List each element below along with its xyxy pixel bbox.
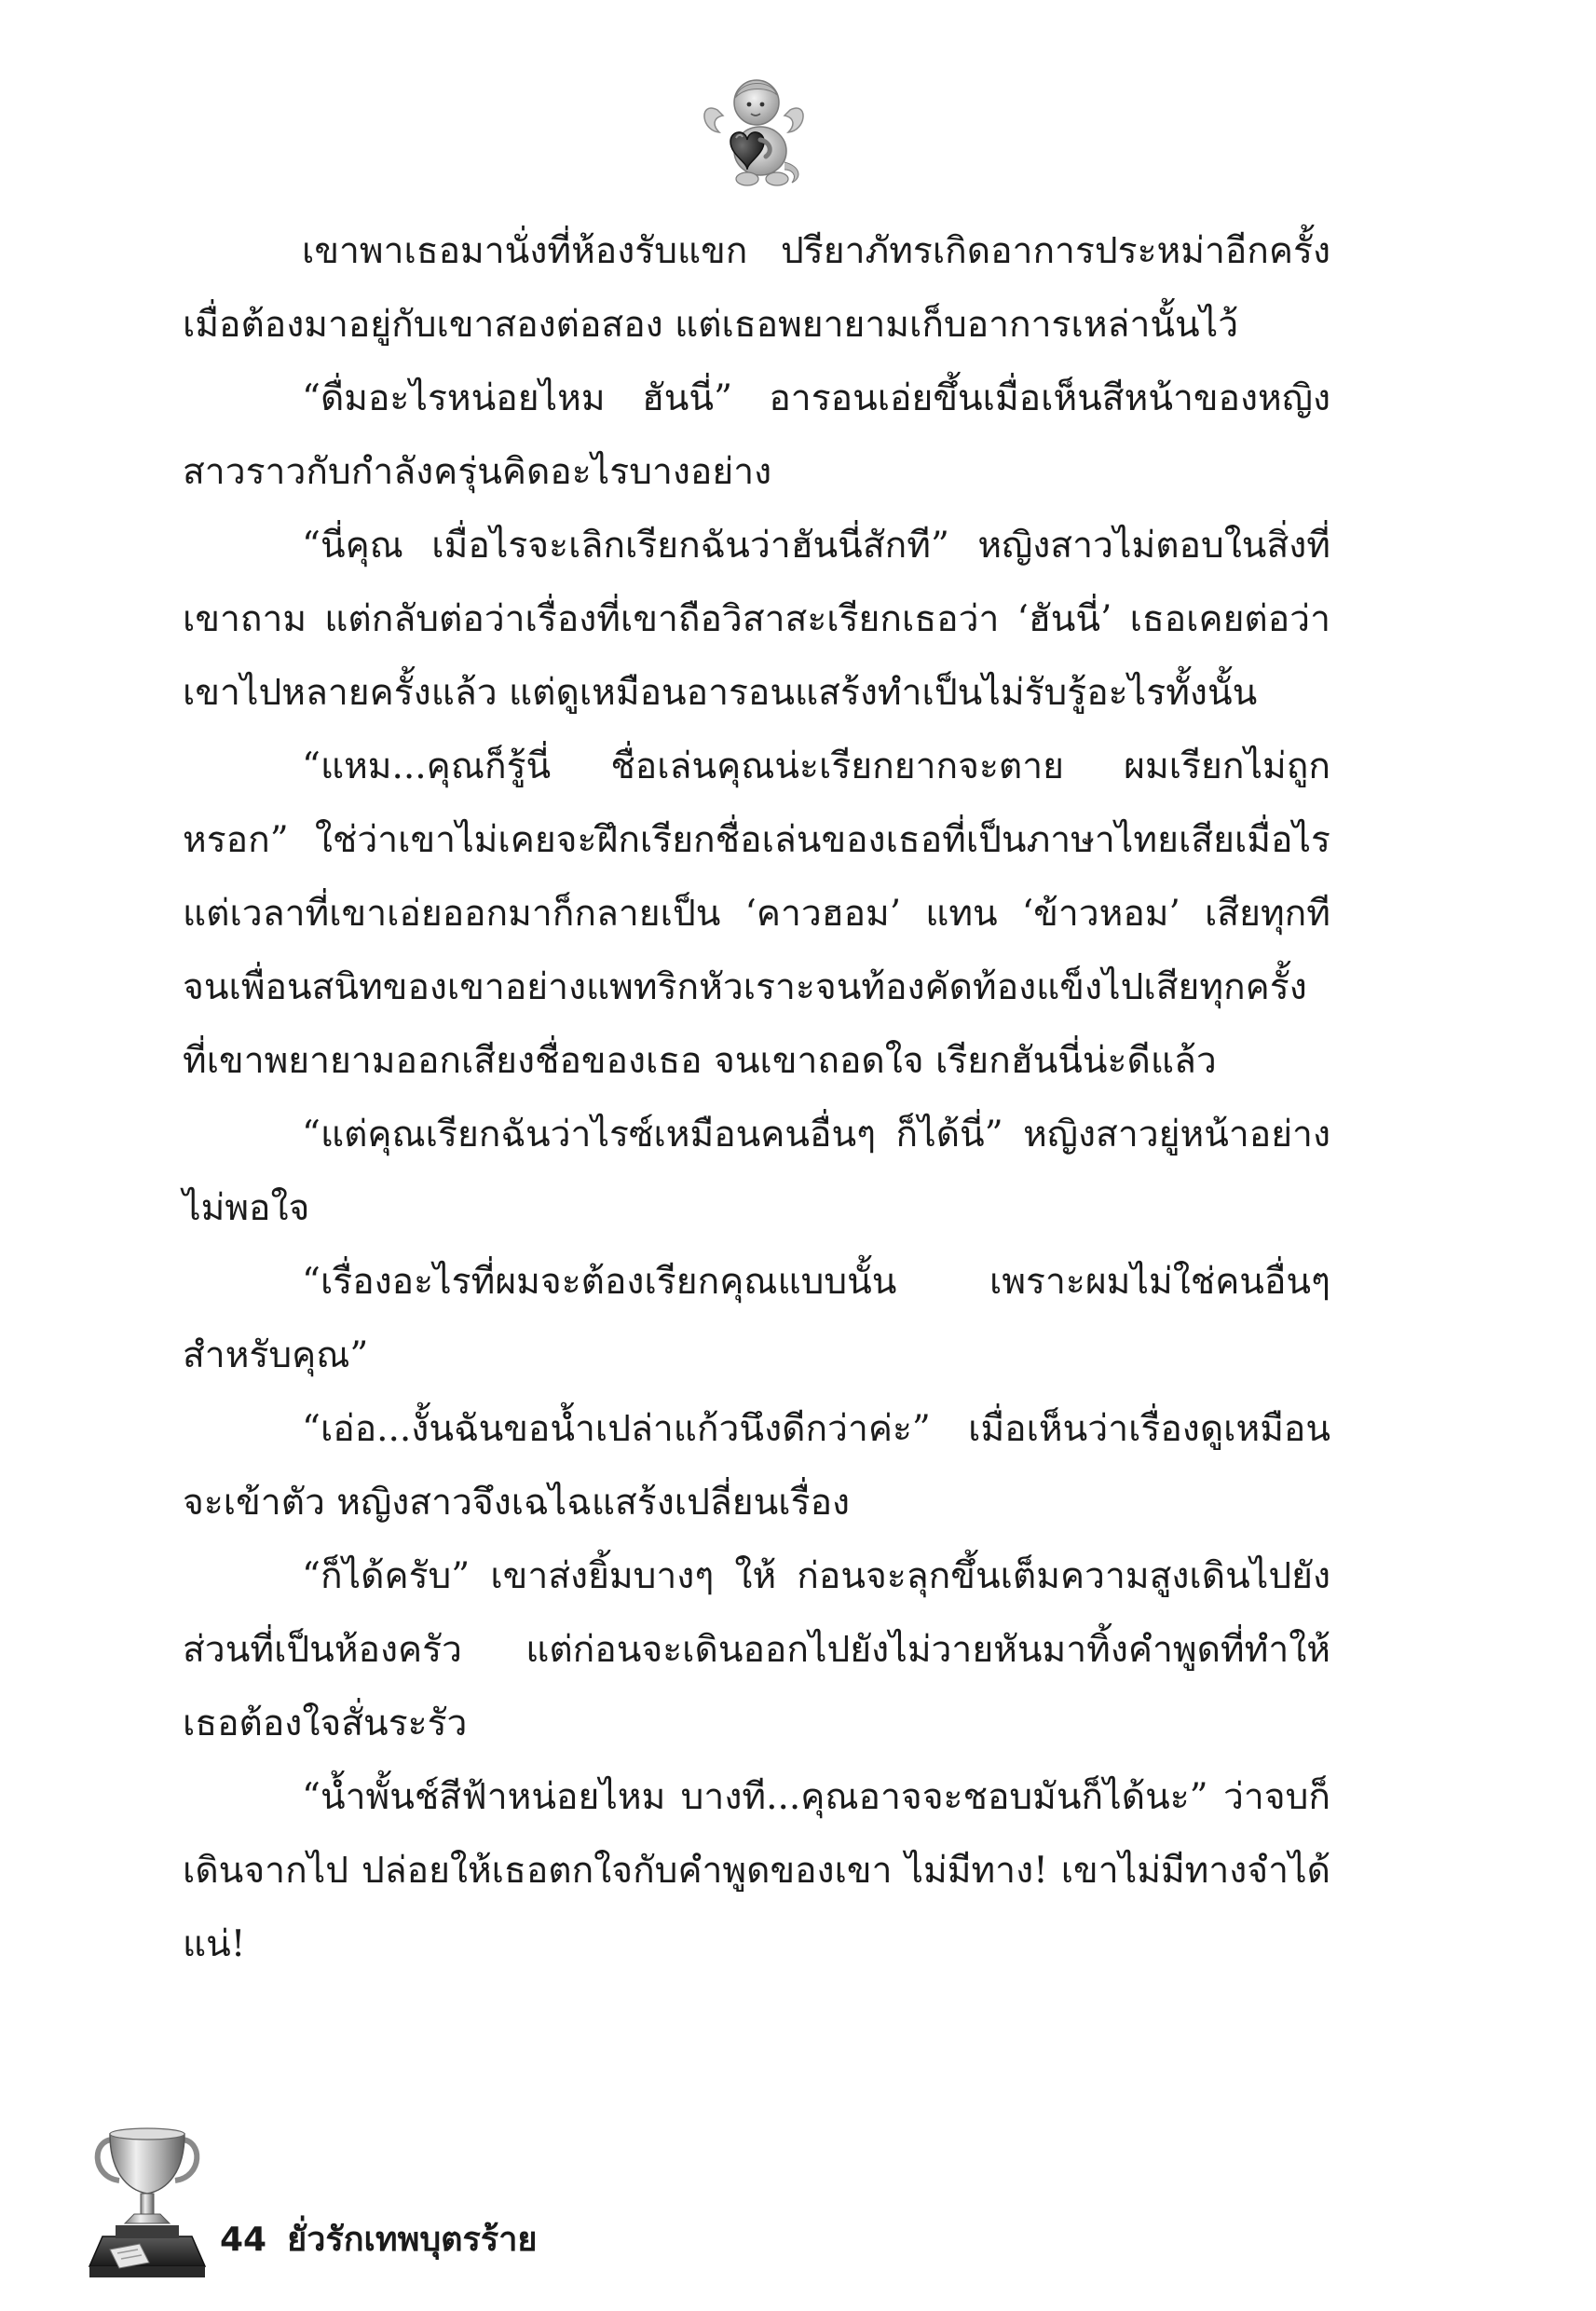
page-number: 44 — [220, 2221, 267, 2259]
trophy-cup-icon — [82, 2126, 212, 2285]
paragraph: “แต่คุณเรียกฉันว่าไรซ์เหมือนคนอื่นๆ ก็ได้นี่” หญิงสาวยู่หน้าอย่างไม่พอใจ — [183, 1114, 1330, 1229]
body-text — [183, 214, 1330, 1981]
page-folio — [220, 2212, 538, 2265]
paragraph: “ก็ได้ครับ” เขาส่งยิ้มบางๆ ให้ ก่อนจะลุกขึ้นเต็มความสูงเดินไปยังส่วนที่เป็นห้องครัว แต่ก่อนจะเดินออกไปยังไม่วายหันมาทิ้งคำพูดที่ทำให้เธอต้องใจสั่นระรัว — [183, 1555, 1330, 1744]
book-title: ยั่วรักเทพบุตรร้าย — [287, 2221, 538, 2259]
paragraph: “เอ่อ...งั้นฉันขอน้ำเปล่าแก้วนึงดีกว่าค่ะ” เมื่อเห็นว่าเรื่องดูเหมือนจะเข้าตัว หญิงสาวจึงเฉไฉแสร้งเปลี่ยนเรื่อง — [183, 1408, 1330, 1524]
paragraph: “นี่คุณ เมื่อไรจะเลิกเรียกฉันว่าฮันนี่สักที” หญิงสาวไม่ตอบในสิ่งที่เขาถาม แต่กลับต่อว่าเรื่องที่เขาถือวิสาสะเรียกเธอว่า ‘ฮันนี่’ เธอเคยต่อว่าเขาไปหลายครั้งแล้ว แต่ดูเหมือนอารอนแสร้งทำเป็นไม่รับรู้อะไรทั้งนั้น — [183, 525, 1330, 714]
paragraph: “แหม...คุณก็รู้นี่ ชื่อเล่นคุณน่ะเรียกยากจะตาย ผมเรียกไม่ถูกหรอก” ใช่ว่าเขาไม่เคยจะฝึกเรียกชื่อเล่นของเธอที่เป็นภาษาไทยเสียเมื่อไร แต่เวลาที่เขาเอ่ยออกมาก็กลายเป็น ‘คาวฮอม’ แทน ‘ข้าวหอม’ เสียทุกที จนเพื่อนสนิทของเขาอย่างแพทริกหัวเราะจนท้องคัดท้องแข็งไปเสียทุกครั้งที่เขาพยายามออกเสียงชื่อของเธอ จนเขาถอดใจ เรียกฮันนี่น่ะดีแล้ว — [183, 745, 1330, 1082]
paragraph: “น้ำพั้นช์สีฟ้าหน่อยไหม บางที...คุณอาจจะชอบมันก็ได้นะ” ว่าจบก็เดินจากไป ปล่อยให้เธอตกใจกับคำพูดของเขา ไม่มีทาง! เขาไม่มีทางจำได้แน่! — [183, 1776, 1330, 1965]
paragraph: “เรื่องอะไรที่ผมจะต้องเรียกคุณแบบนั้น เพราะผมไม่ใช่คนอื่นๆ สำหรับคุณ” — [183, 1261, 1330, 1376]
page-footer — [82, 2126, 734, 2285]
cupid-with-heart-icon — [699, 73, 811, 192]
paragraph: เขาพาเธอมานั่งที่ห้องรับแขก ปรียาภัทรเกิดอาการประหม่าอีกครั้ง เมื่อต้องมาอยู่กับเขาสองต่อสอง แต่เธอพยายามเก็บอาการเหล่านั้นไว้ — [183, 230, 1330, 346]
paragraph: “ดื่มอะไรหน่อยไหม ฮันนี่” อารอนเอ่ยขึ้นเมื่อเห็นสีหน้าของหญิงสาวราวกับกำลังครุ่นคิดอะไรบางอย่าง — [183, 377, 1330, 493]
